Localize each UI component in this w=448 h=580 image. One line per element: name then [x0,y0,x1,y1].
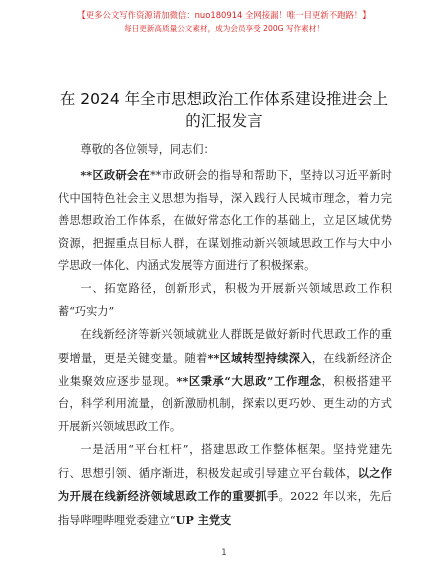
bold-run: UP 主党支 [175,512,232,527]
intro-lead: **区政研会在 [80,168,151,183]
paragraph-point-1 [58,439,392,532]
document-body [58,139,392,532]
text-run: 一是活用“平台杠杆”，搭建思政工作整体框架。坚持党建先行、思想引领、循序渐进，积极发起或引导建立平台载体， [58,443,392,480]
document-title-line1: 在 2024 年全市思想政治工作体系建设推进会上 [59,90,389,108]
text-run: 在线新经济等新兴领域就业人群既是做好新时代思政工作的重要增量，更是关键变量。随着 [58,328,392,365]
document-title-line2: 的汇报发言 [185,112,263,130]
text-run: ，积极搭建平台，科学利用流量，创新激励机制，探索以更巧妙、更生动的方式开展新兴领域思政工作。 [58,375,392,433]
salutation: 尊敬的各位领导，同志们： [80,143,215,156]
document-title [40,88,408,132]
intro-text: **市政研会的指导和帮助下，坚持以习近平新时代中国特色社会主义思想为指导，深入践行人民城市理念，着力完善思想政治工作体系，在做好常态化工作的基础上，立足区域优势资源，把握重点目标人群，在谋划推动新兴领域思政工作与大中小学思政一体化、内涵式发展等方面进行了积极探索。 [58,169,392,273]
text-run: 。2022 年以来，先后指导哔哩哔哩党委建立“ [58,490,392,527]
promo-banner [0,8,448,36]
promo-banner-line2: 每日更新高质量公文素材，成为会员享受 200G 写作素材！ [124,24,324,33]
paragraph-intro [58,164,392,277]
bold-run: **区域转型持续深入 [207,350,312,365]
paragraph-section-1 [58,324,392,438]
section-heading-1: 一、拓宽路径，创新形式，积极为开展新兴领域思政工作积蓄“巧实力” [58,282,392,318]
bold-run: 以之作为开展在线新经济领域思政工作的重要抓手 [58,465,392,504]
page-number: 1 [221,548,227,558]
bold-run: **区秉承“大思政”工作理念 [176,374,322,389]
promo-banner-line1: 【更多公文写作资源请加微信：nuo180914 全网接漏！唯一目更新不跑路！】 [77,10,371,20]
text-run: ，在线新经济企业集聚效应逐步显现。 [58,351,392,389]
